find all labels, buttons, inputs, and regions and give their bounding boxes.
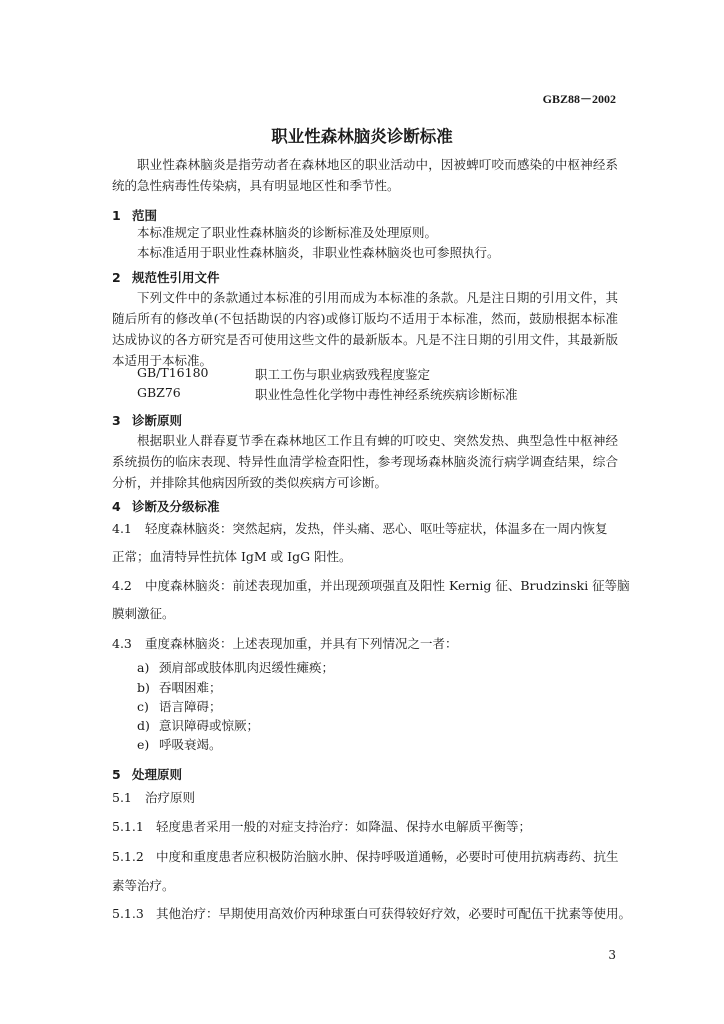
- clause-5-1: [112, 788, 195, 806]
- section-number: 2: [112, 270, 121, 285]
- clause-5-1-2: [112, 847, 619, 865]
- list-item-text: 意识障碍或惊厥；: [159, 718, 260, 733]
- list-item-text: 颈肩部或肢体肌肉迟缓性瘫痪；: [159, 660, 335, 675]
- list-item: [137, 716, 259, 734]
- section-1-paragraph-1: 本标准规定了职业性森林脑炎的诊断标准及处理原则。: [137, 225, 438, 240]
- section-title: 范围: [132, 208, 158, 223]
- list-item-label: d): [137, 718, 150, 733]
- section-number: 1: [112, 208, 121, 223]
- clause-text: 轻度森林脑炎：突然起病，发热，伴头痛、恶心、呕吐等症状，体温多在一周内恢复: [145, 521, 608, 536]
- clause-text: 中度和重度患者应积极防治脑水肿、保持呼吸道通畅，必要时可使用抗病毒药、抗生: [156, 849, 619, 864]
- section-title: 处理原则: [132, 767, 183, 782]
- section-number: 5: [112, 767, 121, 782]
- intro-paragraph: 职业性森林脑炎是指劳动者在森林地区的职业活动中，因被蜱叮咬而感染的中枢神经系统的急性病毒性传染病，具有明显地区性和季节性。: [112, 157, 618, 193]
- list-item-label: b): [137, 680, 150, 695]
- reference-title: 职工工伤与职业病致残程度鉴定: [255, 367, 431, 382]
- reference-code: GBZ76: [137, 385, 181, 400]
- list-item: [137, 735, 222, 753]
- list-item-label: a): [137, 660, 150, 675]
- clause-number: 4.3: [112, 636, 132, 651]
- section-3-paragraph: 根据职业人群春夏节季在森林地区工作且有蜱的叮咬史、突然发热、典型急性中枢神经系统损伤的临床表现、特异性血清学检查阳性，参考现场森林脑炎流行病学调查结果，综合分析，并排除其他病因所致的类似疾病方可诊断。: [112, 433, 618, 490]
- reference-title: 职业性急性化学物中毒性神经系统疾病诊断标准: [255, 387, 518, 402]
- clause-text: 轻度患者采用一般的对症支持治疗：如降温、保持水电解质平衡等；: [156, 819, 532, 834]
- clause-4-1: [112, 519, 608, 537]
- section-2-heading: [112, 268, 220, 286]
- list-item: [137, 697, 222, 715]
- list-item: [137, 678, 222, 696]
- clause-text: 中度森林脑炎：前述表现加重，并出现颈项强直及阳性 Kernig 征、Brudzinski 征等脑: [145, 578, 630, 593]
- list-item-label: e): [137, 737, 150, 752]
- clause-text: 其他治疗：早期使用高效价丙种球蛋白可获得较好疗效，必要时可配伍干扰素等使用。: [156, 906, 632, 921]
- section-3-heading: [112, 411, 182, 429]
- document-title: 职业性森林脑炎诊断标准: [271, 127, 453, 146]
- clause-text: 治疗原则: [145, 790, 196, 805]
- clause-4-2-continuation: 膜刺激征。: [112, 606, 175, 621]
- clause-number: 5.1.2: [112, 849, 144, 864]
- clause-5-1-1: [112, 817, 531, 835]
- clause-number: 5.1.1: [112, 819, 144, 834]
- list-item-text: 语言障碍；: [159, 699, 222, 714]
- clause-5-1-2-continuation: 素等治疗。: [112, 878, 175, 893]
- section-number: 4: [112, 499, 121, 514]
- section-5-heading: [112, 765, 182, 783]
- reference-code: GB/T16180: [137, 365, 209, 380]
- section-1-heading: [112, 206, 157, 224]
- clause-4-2: [112, 576, 630, 594]
- list-item-text: 吞咽困难；: [159, 680, 222, 695]
- list-item-label: c): [137, 699, 149, 714]
- section-2-paragraph: 下列文件中的条款通过本标准的引用而成为本标准的条款。凡是注日期的引用文件，其随后所有的修改单(不包括勘误的内容)或修订版均不适用于本标准，然而，鼓励根据本标准达成协议的各方研究是否可使用这些文件的最新版本。凡是不注日期的引用文件，其最新版本适用于本标准。: [112, 290, 618, 368]
- section-number: 3: [112, 413, 121, 428]
- section-title: 诊断原则: [132, 413, 183, 428]
- clause-number: 4.1: [112, 521, 132, 536]
- clause-4-1-continuation: 正常；血清特异性抗体 IgM 或 IgG 阳性。: [112, 549, 352, 564]
- clause-number: 4.2: [112, 578, 132, 593]
- list-item-text: 呼吸衰竭。: [159, 737, 222, 752]
- clause-number: 5.1.3: [112, 906, 144, 921]
- clause-5-1-3: [112, 904, 631, 922]
- section-title: 规范性引用文件: [132, 270, 220, 285]
- section-title: 诊断及分级标准: [132, 499, 220, 514]
- section-1-paragraph-2: 本标准适用于职业性森林脑炎，非职业性森林脑炎也可参照执行。: [137, 245, 500, 260]
- section-4-heading: [112, 497, 220, 515]
- standard-code: GBZ88－2002: [542, 92, 616, 106]
- list-item: [137, 658, 334, 676]
- clause-text: 重度森林脑炎：上述表现加重，并具有下列情况之一者：: [145, 636, 458, 651]
- clause-4-3: [112, 634, 458, 652]
- clause-number: 5.1: [112, 790, 132, 805]
- page-number: 3: [608, 948, 616, 962]
